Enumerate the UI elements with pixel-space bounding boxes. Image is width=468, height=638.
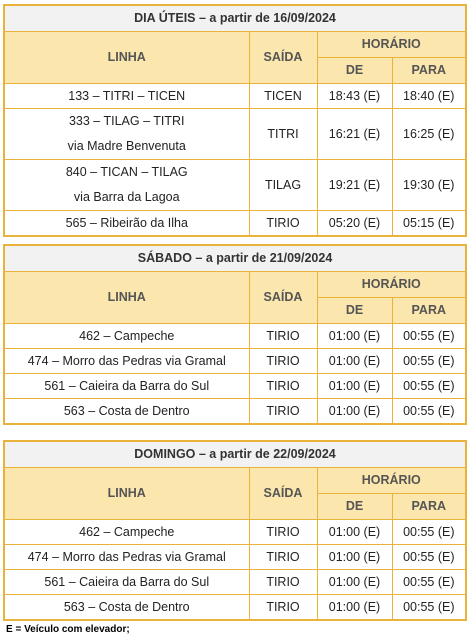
para-cell: 18:40 (E) <box>392 83 466 108</box>
table-row <box>4 159 466 210</box>
para-cell: 00:55 (E) <box>392 569 466 594</box>
de-cell: 05:20 (E) <box>317 210 392 236</box>
linha-line: via Barra da Lagoa <box>73 189 180 204</box>
header-para: PARA <box>392 493 466 519</box>
table-row <box>4 323 466 348</box>
de-cell: 01:00 (E) <box>317 323 392 348</box>
linha-line: via Madre Benvenuta <box>67 138 186 153</box>
section-title: DIA ÚTEIS – a partir de 16/09/2024 <box>4 5 466 31</box>
header-saida: SAÍDA <box>249 467 317 519</box>
header-para: PARA <box>392 297 466 323</box>
saida-cell: TIRIO <box>249 519 317 544</box>
table-row <box>4 594 466 620</box>
para-cell: 00:55 (E) <box>392 373 466 398</box>
saida-cell: TIRIO <box>249 210 317 236</box>
de-cell: 18:43 (E) <box>317 83 392 108</box>
schedule-table-sunday <box>3 440 467 621</box>
header-de: DE <box>317 57 392 83</box>
para-cell: 00:55 (E) <box>392 519 466 544</box>
header-de: DE <box>317 297 392 323</box>
linha-cell: 565 – Ribeirão da Ilha <box>4 210 249 236</box>
para-cell: 05:15 (E) <box>392 210 466 236</box>
de-cell: 19:21 (E) <box>317 159 392 210</box>
table-row <box>4 398 466 424</box>
schedule-table-weekdays <box>3 4 467 237</box>
de-cell: 01:00 (E) <box>317 373 392 398</box>
linha-cell: 563 – Costa de Dentro <box>4 594 249 620</box>
header-horario: HORÁRIO <box>317 271 466 297</box>
footnote-elevator: E = Veículo com elevador; <box>6 624 130 635</box>
saida-cell: TILAG <box>249 159 317 210</box>
header-linha: LINHA <box>4 31 249 83</box>
linha-cell <box>4 159 249 210</box>
header-horario: HORÁRIO <box>317 31 466 57</box>
para-cell: 00:55 (E) <box>392 323 466 348</box>
header-saida: SAÍDA <box>249 271 317 323</box>
saida-cell: TIRIO <box>249 569 317 594</box>
saida-cell: TIRIO <box>249 323 317 348</box>
de-cell: 01:00 (E) <box>317 544 392 569</box>
table-row <box>4 569 466 594</box>
para-cell: 19:30 (E) <box>392 159 466 210</box>
para-cell: 16:25 (E) <box>392 108 466 159</box>
table-row <box>4 519 466 544</box>
linha-cell: 462 – Campeche <box>4 519 249 544</box>
para-cell: 00:55 (E) <box>392 594 466 620</box>
linha-cell: 462 – Campeche <box>4 323 249 348</box>
header-de: DE <box>317 493 392 519</box>
saida-cell: TIRIO <box>249 544 317 569</box>
saida-cell: TITRI <box>249 108 317 159</box>
para-cell: 00:55 (E) <box>392 398 466 424</box>
saida-cell: TIRIO <box>249 398 317 424</box>
linha-cell <box>4 108 249 159</box>
de-cell: 01:00 (E) <box>317 398 392 424</box>
table-row <box>4 108 466 159</box>
table-row <box>4 83 466 108</box>
linha-cell: 133 – TITRI – TICEN <box>4 83 249 108</box>
section-title: DOMINGO – a partir de 22/09/2024 <box>4 441 466 467</box>
linha-cell: 563 – Costa de Dentro <box>4 398 249 424</box>
linha-cell: 561 – Caieira da Barra do Sul <box>4 569 249 594</box>
para-cell: 00:55 (E) <box>392 544 466 569</box>
table-row <box>4 544 466 569</box>
linha-cell: 474 – Morro das Pedras via Gramal <box>4 544 249 569</box>
header-para: PARA <box>392 57 466 83</box>
linha-line: 333 – TILAG – TITRI <box>68 113 185 128</box>
linha-cell: 561 – Caieira da Barra do Sul <box>4 373 249 398</box>
linha-cell: 474 – Morro das Pedras via Gramal <box>4 348 249 373</box>
para-cell: 00:55 (E) <box>392 348 466 373</box>
header-linha: LINHA <box>4 467 249 519</box>
section-title: SÁBADO – a partir de 21/09/2024 <box>4 245 466 271</box>
header-linha: LINHA <box>4 271 249 323</box>
table-row <box>4 373 466 398</box>
schedule-table-saturday <box>3 244 467 425</box>
de-cell: 01:00 (E) <box>317 348 392 373</box>
table-row <box>4 210 466 236</box>
header-horario: HORÁRIO <box>317 467 466 493</box>
de-cell: 16:21 (E) <box>317 108 392 159</box>
linha-line: 840 – TICAN – TILAG <box>65 164 188 179</box>
de-cell: 01:00 (E) <box>317 569 392 594</box>
de-cell: 01:00 (E) <box>317 519 392 544</box>
header-saida: SAÍDA <box>249 31 317 83</box>
saida-cell: TIRIO <box>249 594 317 620</box>
saida-cell: TICEN <box>249 83 317 108</box>
de-cell: 01:00 (E) <box>317 594 392 620</box>
saida-cell: TIRIO <box>249 348 317 373</box>
table-row <box>4 348 466 373</box>
saida-cell: TIRIO <box>249 373 317 398</box>
